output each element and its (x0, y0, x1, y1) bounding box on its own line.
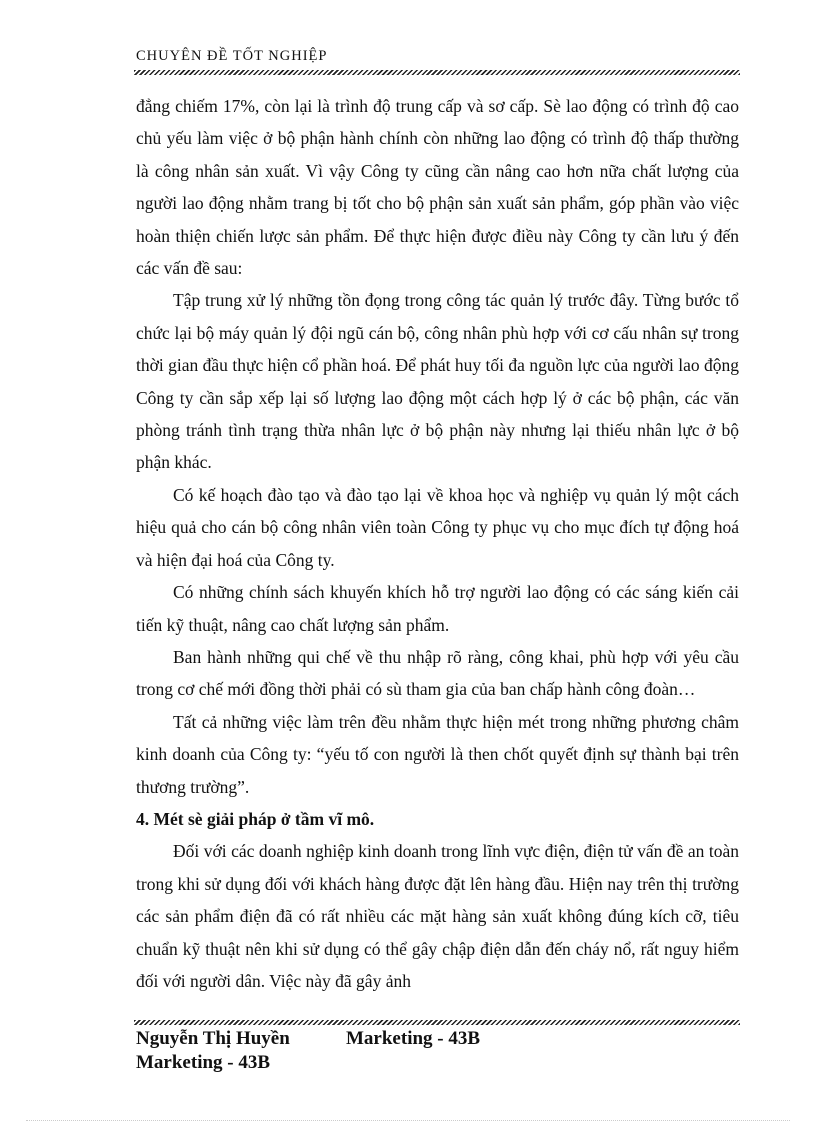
paragraph: Tất cả những việc làm trên đều nhằm thực hiện mét trong những phương châm kinh doanh của Công ty: “yếu tố con người là then chốt quyết định sự thành bại trên thương trường”. (136, 711, 739, 797)
header-divider (134, 70, 740, 75)
document-body (136, 90, 739, 997)
page-bottom-dotted-line (26, 1120, 790, 1121)
paragraph: Tập trung xử lý những tồn đọng trong công tác quản lý trước đây. Từng bước tổ chức lại bộ máy quản lý đội ngũ cán bộ, công nhân phù hợp với cơ cấu nhân sự trong thời gian đầu thực hiện cổ phần hoá. Để phát huy tối đa nguồn lực của người lao động Công ty cần sắp xếp lại số lượng lao động một cách hợp lý ở các bộ phận, các văn phòng tránh tình trạng thừa nhân lực ở bộ phận này nhưng lại thiếu nhân lực ở bộ phận khác. (136, 290, 739, 473)
footer-class-label: Marketing - 43B (346, 1028, 481, 1049)
paragraph: Có kế hoạch đào tạo và đào tạo lại về khoa học và nghiệp vụ quản lý một cách hiệu quả cho cán bộ công nhân viên toàn Công ty phục vụ cho mục đích tự động hoá và hiện đại hoá của Công ty. (136, 484, 739, 570)
paragraph: Có những chính sách khuyến khích hỗ trợ người lao động có các sáng kiến cải tiến kỹ thuật, nâng cao chất lượng sản phẩm. (136, 582, 739, 635)
paragraph-continuation: đẳng chiếm 17%, còn lại là trình độ trung cấp và sơ cấp. Sè lao động có trình độ cao chủ yếu làm việc ở bộ phận hành chính còn những lao động có trình độ thấp thường là công nhân sản xuất. Vì vậy Công ty cũng cần nâng cao hơn nữa chất lượng của người lao động nhằm trang bị tốt cho bộ phận sản xuất sản phẩm, góp phần vào việc hoàn thiện chiến lược sản phẩm. Để thực hiện được điều này Công ty cần lưu ý đến các vấn đề sau: (136, 96, 739, 279)
footer-class-label-2: Marketing - 43B (136, 1052, 271, 1073)
page-footer (136, 1027, 480, 1075)
page-header-title: CHUYÊN ĐỀ TỐT NGHIỆP (136, 48, 328, 64)
footer-divider (134, 1020, 740, 1025)
section-heading: 4. Mét sè giải pháp ở tầm vĩ mô. (136, 808, 375, 829)
paragraph: Đối với các doanh nghiệp kinh doanh trong lĩnh vực điện, điện tử vấn đề an toàn trong khi sử dụng đối với khách hàng được đặt lên hàng đầu. Hiện nay trên thị trường các sản phẩm điện đã có rất nhiều các mặt hàng sản xuất không đúng kích cỡ, tiêu chuẩn kỹ thuật nên khi sử dụng có thể gây chập điện dẫn đến cháy nổ, rất nguy hiểm đối với người dân. Việc này đã gây ảnh (136, 841, 739, 991)
footer-author: Nguyễn Thị Huyền (136, 1028, 290, 1049)
paragraph: Ban hành những qui chế về thu nhập rõ ràng, công khai, phù hợp với yêu cầu trong cơ chế mới đồng thời phải có sù tham gia của ban chấp hành công đoàn… (136, 646, 739, 700)
